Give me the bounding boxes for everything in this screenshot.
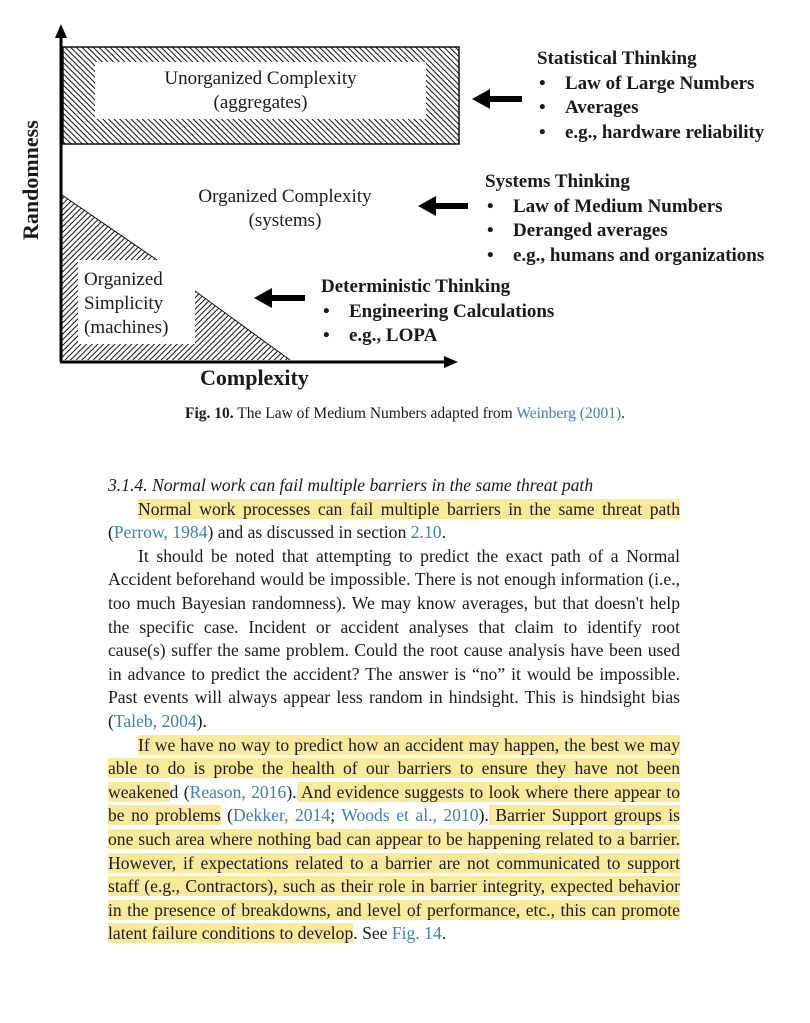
block-title: Statistical Thinking: [537, 48, 697, 69]
left-arrow-icon: [418, 196, 468, 216]
block-title: Systems Thinking: [485, 171, 630, 192]
bullet-item: • Law of Medium Numbers: [485, 195, 764, 220]
organized-simplicity-label: [84, 268, 168, 340]
region-subtitle: (aggregates): [213, 92, 308, 113]
unorganized-complexity-label: [95, 67, 426, 115]
region-title-line2: Simplicity: [84, 293, 164, 314]
deterministic-thinking-block: [321, 275, 554, 349]
text: . See: [353, 923, 392, 944]
region-title: Organized Complexity: [198, 186, 372, 207]
bullet-item: • e.g., humans and organizations: [485, 244, 764, 269]
bullet-item: • e.g., LOPA: [321, 324, 554, 349]
highlighted-text: If we have no way to predict how an accident may happen, the best we may able to do is probe the health of our barriers to ensure they have not been weakene: [108, 734, 680, 802]
region-subtitle: (machines): [84, 317, 169, 338]
paragraph-2: [108, 545, 680, 734]
text: .: [441, 522, 446, 543]
text: ).: [286, 781, 297, 802]
paragraph-3: [108, 734, 680, 946]
region-title-line1: Organized: [84, 269, 163, 290]
citation-link-dekker[interactable]: Dekker, 2014: [233, 805, 331, 826]
figure-number: Fig. 10.: [185, 405, 234, 422]
x-axis-arrowhead-icon: [444, 356, 458, 368]
bullet-item: • Averages: [537, 96, 764, 121]
text: .: [441, 923, 447, 944]
x-axis-label: Complexity: [200, 365, 309, 390]
systems-thinking-block: [485, 170, 764, 268]
citation-link-weinberg[interactable]: Weinberg (2001): [516, 405, 622, 422]
region-subtitle: (systems): [248, 210, 322, 231]
block-title: Deterministic Thinking: [321, 276, 511, 297]
citation-link-perrow[interactable]: Perrow, 1984: [113, 522, 208, 543]
section-heading: 3.1.4. Normal work can fail multiple barriers in the same threat path: [108, 475, 594, 495]
text: ).: [478, 805, 489, 826]
text: It should be noted that attempting to predict the exact path of a Normal Accident beforehand would be impossible. There is not enough information (i.e., too much Bayesian randomness). We may know averages, but that doesn't help the specific case. Incident or accident analyses that claim to identify root cause(s) suffer the same problem. Could the root cause analysis have been used in advance to predict the accident? The answer is “no” it would be impossible. Past events will always appear less random in hindsight. This is hindsight bias (: [108, 545, 680, 731]
text: (: [108, 522, 114, 543]
highlighted-text: And evidence suggests to look where there appear to be no problems: [108, 781, 681, 826]
left-arrow-icon: [472, 89, 522, 109]
caption-text: The Law of Medium Numbers adapted from: [233, 405, 517, 422]
text: ) and as discussed in section: [207, 522, 411, 543]
paragraph-1: [108, 498, 680, 545]
bullet-item: • e.g., hardware reliability: [537, 121, 764, 146]
highlighted-text: Normal work processes can fail multiple barriers in the same threat path: [138, 498, 680, 519]
citation-link-woods[interactable]: Woods et al., 2010: [341, 805, 479, 826]
bullet-item: • Law of Large Numbers: [537, 72, 764, 97]
text: ).: [196, 710, 207, 731]
text: d (: [169, 781, 190, 802]
caption-end: .: [621, 405, 625, 422]
y-axis-arrowhead-icon: [55, 24, 67, 38]
text: ;: [330, 805, 342, 826]
region-title: Unorganized Complexity: [164, 68, 357, 89]
bullet-item: • Engineering Calculations: [321, 300, 554, 325]
y-axis-label: Randomness: [18, 120, 43, 240]
statistical-thinking-block: [537, 47, 764, 145]
citation-link-reason[interactable]: Reason, 2016: [189, 781, 287, 802]
figure-link-14[interactable]: Fig. 14: [391, 923, 442, 944]
text: (: [220, 805, 234, 826]
organized-complexity-label: [180, 185, 390, 233]
bullet-item: • Deranged averages: [485, 219, 764, 244]
figure-caption: [0, 405, 810, 423]
highlighted-text: Barrier Support groups is one such area where nothing bad can appear to be happening related to a barrier. However, if expectations related to a barrier are not communicated to support staff (e.g., Contractors), such as their role in barrier integrity, expected behavior in the presence of breakdowns, and level of performance, etc., this can promote latent failure conditions to develop: [108, 805, 680, 944]
figure-10: [0, 0, 810, 395]
section-link-2-10[interactable]: 2.10: [410, 522, 442, 543]
citation-link-taleb[interactable]: Taleb, 2004: [113, 710, 197, 731]
left-arrow-icon: [254, 288, 305, 308]
article-section: [108, 474, 680, 946]
